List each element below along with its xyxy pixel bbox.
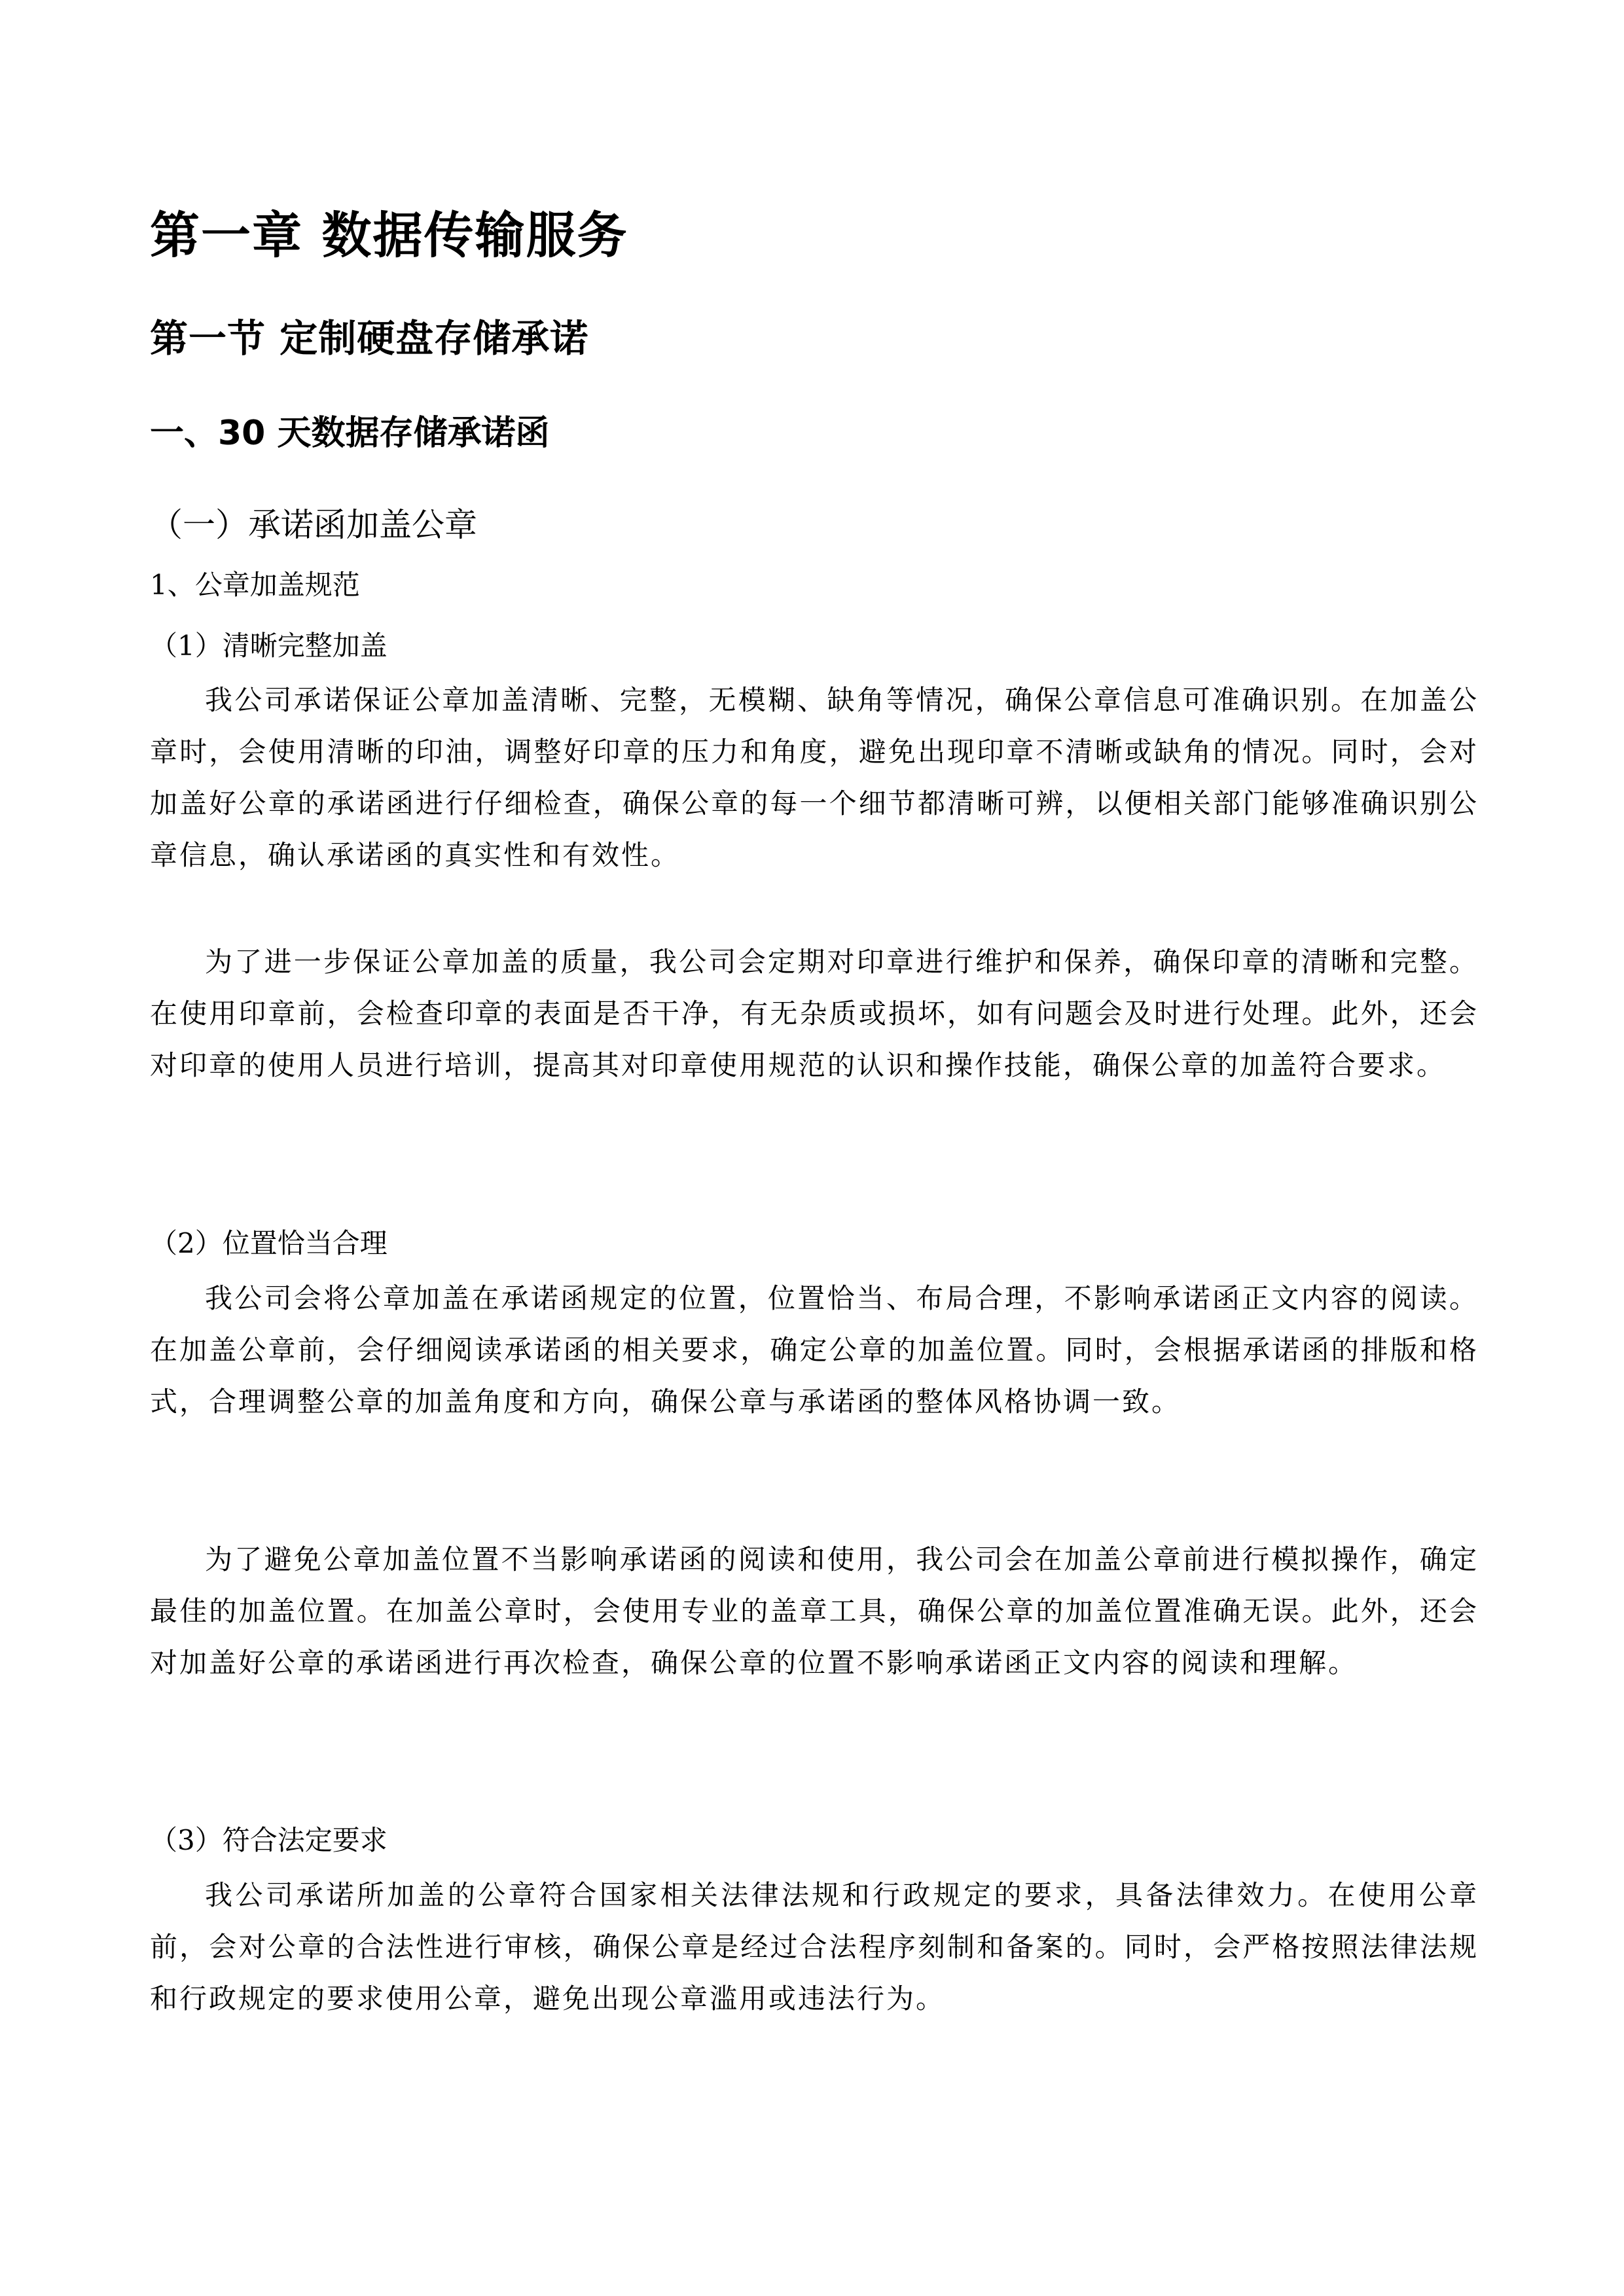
- item-heading: 1、公章加盖规范: [150, 569, 360, 601]
- sub-heading: （一）承诺函加盖公章: [150, 506, 477, 544]
- part2-heading: （2）位置恰当合理: [150, 1227, 388, 1259]
- subsection-title: 一、30 天数据存储承诺函: [150, 414, 550, 453]
- part2-paragraph-1: 我公司会将公章加盖在承诺函规定的位置，位置恰当、布局合理，不影响承诺函正文内容的阅读。在加盖公章前，会仔细阅读承诺函的相关要求，确定公章的加盖位置。同时，会根据承诺函的排版和格式，合理调整公章的加盖角度和方向，确保公章与承诺函的整体风格协调一致。: [150, 1282, 1479, 1418]
- part3-paragraph-1: 我公司承诺所加盖的公章符合国家相关法律法规和行政规定的要求，具备法律效力。在使用公章前，会对公章的合法性进行审核，确保公章是经过合法程序刻制和备案的。同时，会严格按照法律法规和行政规定的要求使用公章，避免出现公章滥用或违法行为。: [150, 1879, 1479, 2015]
- section-title: 第一节 定制硬盘存储承诺: [150, 316, 589, 361]
- part2-paragraph-2: 为了避免公章加盖位置不当影响承诺函的阅读和使用，我公司会在加盖公章前进行模拟操作，确定最佳的加盖位置。在加盖公章时，会使用专业的盖章工具，确保公章的加盖位置准确无误。此外，还会对加盖好公章的承诺函进行再次检查，确保公章的位置不影响承诺函正文内容的阅读和理解。: [150, 1543, 1479, 1679]
- chapter-title: 第一章 数据传输服务: [150, 206, 628, 264]
- part1-paragraph-2: 为了进一步保证公章加盖的质量，我公司会定期对印章进行维护和保养，确保印章的清晰和完整。在使用印章前，会检查印章的表面是否干净，有无杂质或损坏，如有问题会及时进行处理。此外，还会对印章的使用人员进行培训，提高其对印章使用规范的认识和操作技能，确保公章的加盖符合要求。: [150, 946, 1479, 1081]
- part3-heading: （3）符合法定要求: [150, 1824, 388, 1856]
- part1-heading: （1）清晰完整加盖: [150, 630, 388, 662]
- part1-paragraph-1: 我公司承诺保证公章加盖清晰、完整，无模糊、缺角等情况，确保公章信息可准确识别。在加盖公章时，会使用清晰的印油，调整好印章的压力和角度，避免出现印章不清晰或缺角的情况。同时，会对加盖好公章的承诺函进行仔细检查，确保公章的每一个细节都清晰可辨，以便相关部门能够准确识别公章信息，确认承诺函的真实性和有效性。: [150, 684, 1479, 871]
